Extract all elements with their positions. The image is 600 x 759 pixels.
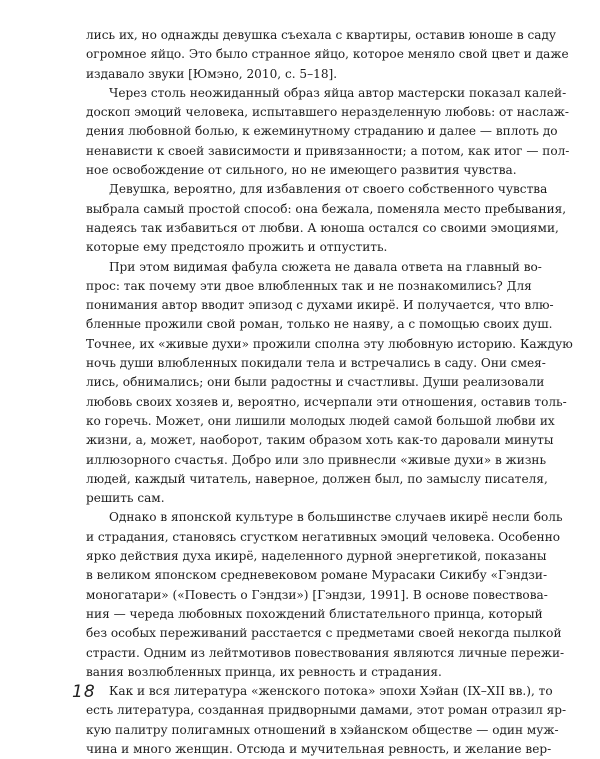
paragraph <box>86 508 565 682</box>
paragraph <box>86 84 570 180</box>
paragraph <box>86 258 573 509</box>
text-line: людей, каждый читатель, наверное, должен был, по замыслу писателя, <box>86 471 548 486</box>
text-line: решить сам. <box>86 491 165 506</box>
text-line: огромное яйцо. Это было странное яйцо, которое меняло свой цвет и даже <box>86 47 569 62</box>
text-line: лись их, но однажды девушка съехала с квартиры, оставив юноше в саду <box>86 28 557 42</box>
text-line: дения любовной болью, к ежеминутному страданию и далее — вплоть до <box>86 124 558 139</box>
paragraph <box>86 682 567 759</box>
text-line: Через столь неожиданный образ яйца автор мастерски показал калей- <box>109 85 567 100</box>
text-line: которые ему предстояло прожить и отпустить. <box>86 240 388 255</box>
text-line: иллюзорного счастья. Добро или зло привнесли «живые духи» в жизнь <box>86 452 547 467</box>
text-line: кую палитру полигамных отношений в хэйанском обществе — один муж- <box>86 722 559 737</box>
text-line: Однако в японской культуре в большинстве случаев икирё несли боль <box>109 510 563 525</box>
text-line: любовь своих хозяев и, вероятно, исчерпали эти отношения, оставив толь- <box>86 394 567 409</box>
text-line: прос: так почему эти двое влюбленных так и не познакомились? Для <box>86 278 532 293</box>
text-line: моногатари» («Повесть о Гэндзи») [Гэндзи, 1991]. В основе повествова- <box>86 587 548 602</box>
text-line: жизни, а, может, наоборот, таким образом хоть как-то даровали минуты <box>86 433 554 448</box>
paragraph <box>86 180 567 257</box>
text-line: издавало звуки [Юмэно, 2010, с. 5–18]. <box>86 66 338 81</box>
text-line: ния — череда любовных похождений блистательного принца, который <box>86 606 543 621</box>
text-line: ное освобождение от сильного, но не имеющего развития чувства. <box>86 163 517 178</box>
text-line: есть литература, созданная придворными дамами, этот роман отразил яр- <box>86 703 567 718</box>
text-line: Как и вся литература «женского потока» эпохи Хэйан (IX–XII вв.), то <box>109 684 553 699</box>
text-line: чина и много женщин. Отсюда и мучительная ревность, и желание вер- <box>86 741 552 756</box>
text-line: надеясь так избавиться от любви. А юноша остался со своими эмоциями, <box>86 220 559 235</box>
text-line: без особых переживаний расстается с предметами своей некогда пылкой <box>86 626 562 641</box>
body-text <box>86 26 573 759</box>
text-line: и страдания, становясь сгустком негативных эмоций человека. Особенно <box>86 529 561 544</box>
text-line: страсти. Одним из лейтмотивов повествования являются личные пережи- <box>86 645 565 660</box>
text-line: Девушка, вероятно, для избавления от своего собственного чувства <box>109 182 548 197</box>
text-line: в великом японском средневековом романе Мурасаки Сикибу «Гэндзи- <box>86 568 548 583</box>
page-number: 18 <box>72 682 96 702</box>
text-line: ненависти к своей зависимости и привязанности; а потом, как итог — пол- <box>86 143 570 158</box>
text-line: ко горечь. Может, они лишили молодых людей самой большой любви их <box>86 413 555 428</box>
text-line: понимания автор вводит эпизод с духами икирё. И получается, что влю- <box>86 298 554 313</box>
text-line: выбрала самый простой способ: она бежала, поменяла место пребывания, <box>86 201 567 216</box>
text-line: ночь души влюбленных покидали тела и встречались в саду. Они смея- <box>86 356 546 371</box>
paragraph <box>86 26 569 84</box>
text-line: При этом видимая фабула сюжета не давала ответа на главный во- <box>109 259 542 274</box>
text-line: Точнее, их «живые духи» прожили сполна эту любовную историю. Каждую <box>86 336 573 351</box>
text-line: лись, обнимались; они были радостны и счастливы. Души реализовали <box>86 375 545 390</box>
text-line: вания возлюбленных принца, их ревность и страдания. <box>86 664 442 679</box>
text-line: бленные прожили свой роман, только не наяву, а с помощью своих душ. <box>86 317 553 332</box>
text-line: доскоп эмоций человека, испытавшего неразделенную любовь: от наслаж- <box>86 105 569 120</box>
text-line: ярко действия духа икирё, наделенного дурной энергетикой, показаны <box>86 549 547 564</box>
